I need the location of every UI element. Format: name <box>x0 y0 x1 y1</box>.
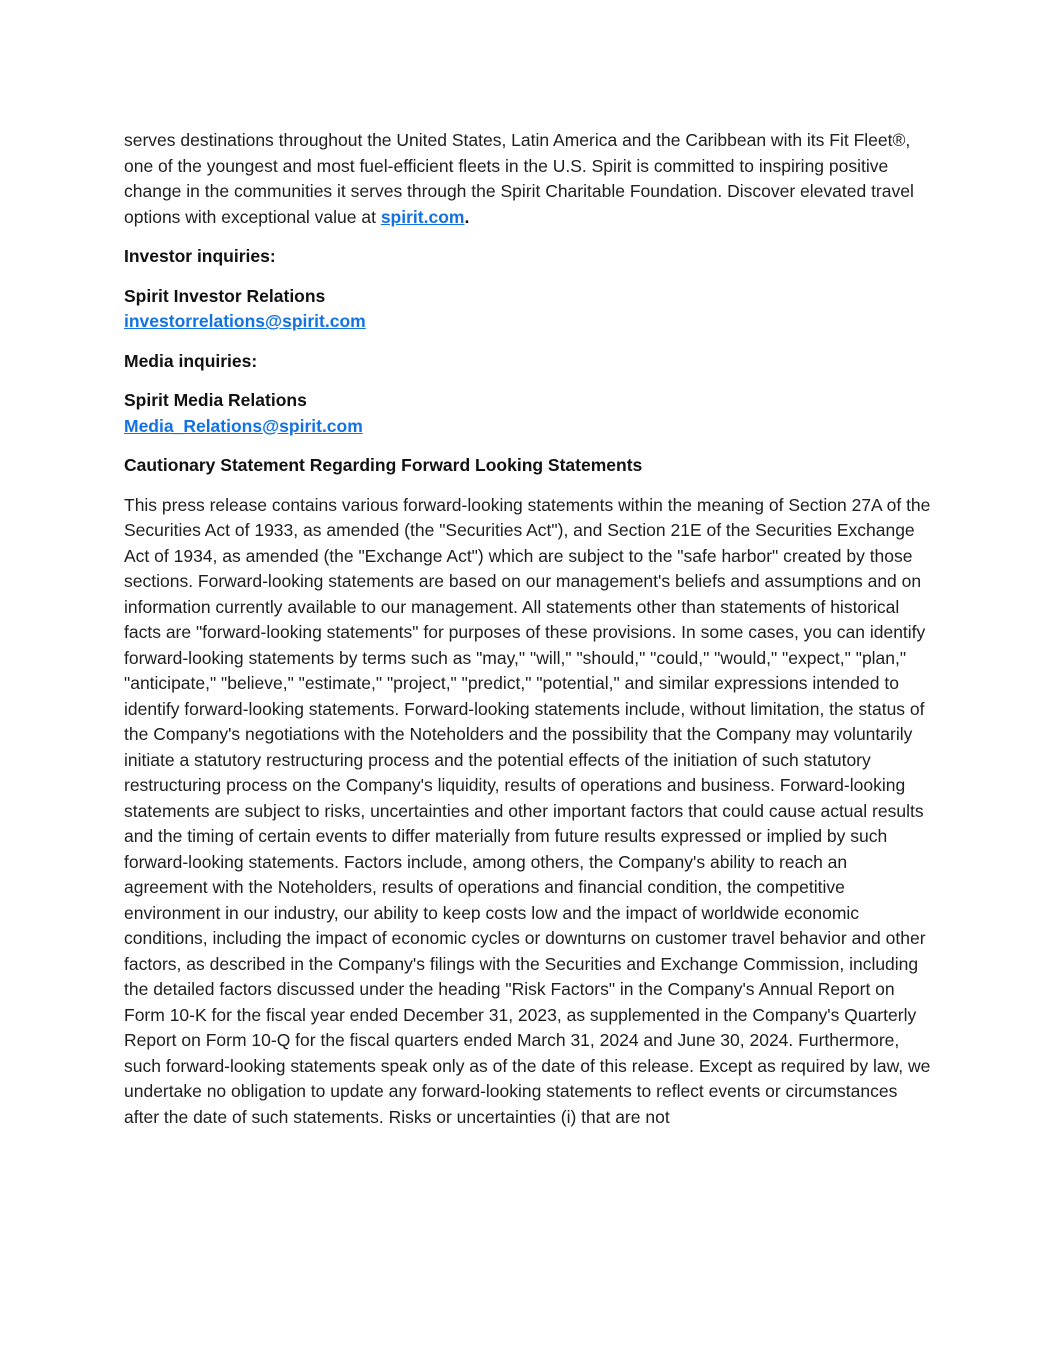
investor-contact-block <box>124 284 932 335</box>
investor-contact-name: Spirit Investor Relations <box>124 285 326 306</box>
spirit-com-link[interactable]: spirit.com <box>380 206 465 227</box>
cautionary-statement-heading: Cautionary Statement Regarding Forward Looking Statements <box>124 455 643 475</box>
media-inquiries-heading: Media inquiries: <box>124 350 258 371</box>
media-contact-name: Spirit Media Relations <box>124 390 307 410</box>
intro-paragraph <box>124 128 932 230</box>
intro-text-before: serves destinations throughout the United States, Latin America and the Caribbean with its Fit Fleet®, one of the youngest and most fuel-efficient fleets in the U.S. Spirit is committed to inspiring positive change in the communities it serves through the Spirit Charitable Foundation. Discover elevated travel options with exceptional value at <box>124 130 914 227</box>
investor-email-link[interactable]: investorrelations@spirit.com <box>124 311 366 331</box>
media-email-link[interactable]: Media_Relations@spirit.com <box>124 415 363 436</box>
intro-text-after: . <box>464 206 470 227</box>
cautionary-statement-paragraph: This press release contains various forward-looking statements within the meaning of Section 27A of the Securities Act of 1933, as amended (the "Securities Act"), and Section 21E of the Securities Exchange Act of 1934, as amended (the "Exchange Act") which are subject to the "safe harbor" created by those sections. Forward-looking statements are based on our management's beliefs and assumptions and on information currently available to our management. All statements other than statements of historical facts are "forward-looking statements" for purposes of these provisions. In some cases, you can identify forward-looking statements by terms such as "may," "will," "should," "could," "would," "expect," "plan," "anticipate," "believe," "estimate," "project," "predict," "potential," and similar expressions intended to identify forward-looking statements. Forward-looking statements include, without limitation, the status of the Company's negotiations with the Noteholders and the possibility that the Company may voluntarily initiate a statutory restructuring process and the potential effects of the initiation of such statutory restructuring process on the Company's liquidity, results of operations and business. Forward-looking statements are subject to risks, uncertainties and other important factors that could cause actual results and the timing of certain events to differ materially from future results expressed or implied by such forward-looking statements. Factors include, among others, the Company's ability to reach an agreement with the Noteholders, results of operations and financial condition, the competitive environment in our industry, our ability to keep costs low and the impact of worldwide economic conditions, including the impact of economic cycles or downturns on customer travel behavior and other factors, as described in the Company's filings with the Securities and Exchange Commission, including the detailed factors discussed under the heading "Risk Factors" in the Company's Annual Report on Form 10-K for the fiscal year ended December 31, 2023, as supplemented in the Company's Quarterly Report on Form 10-Q for the fiscal quarters ended March 31, 2024 and June 30, 2024. Furthermore, such forward-looking statements speak only as of the date of this release. Except as required by law, we undertake no obligation to update any forward-looking statements to reflect events or circumstances after the date of such statements. Risks or uncertainties (i) that are not <box>124 494 931 1127</box>
media-contact-block <box>124 388 932 439</box>
investor-inquiries-heading: Investor inquiries: <box>124 246 276 266</box>
